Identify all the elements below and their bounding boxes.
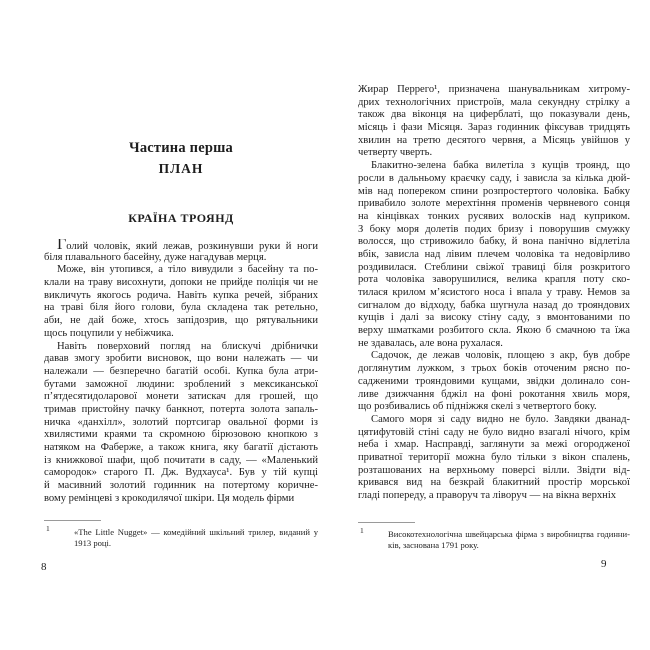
text-line: Навіть поверховий погляд на блискучі дрібнички bbox=[57, 340, 318, 352]
text-line: аби, не дай боже, хтось запідозрив, що рятувальники bbox=[44, 315, 318, 327]
text-line: мів над попереком спини розпростертого чоловіка. Бабку bbox=[358, 185, 630, 197]
paragraph bbox=[358, 84, 630, 160]
chapter-title: КРАЇНА ТРОЯНД bbox=[128, 211, 234, 225]
footnote-text bbox=[358, 525, 630, 551]
paragraph bbox=[44, 239, 318, 264]
text-line: роздивилася. Стеблини свіжої травиці біля розкритого bbox=[358, 261, 630, 273]
text-line: доглянутим лужком, з трьох боків оточеним рясно по- bbox=[358, 363, 630, 375]
footnote-separator bbox=[358, 522, 415, 523]
text-line: рота чоловіка заворушилися, велика крапля поту ско- bbox=[358, 274, 630, 286]
text-line: місяць і фази Місяця. Зараз годинник фіксував тридцять bbox=[358, 122, 630, 134]
footnote-left bbox=[44, 520, 318, 549]
text-line: ничка «данхілл», золотий портсигар овальної форми із bbox=[44, 416, 318, 428]
text-line: ків, заснована 1791 року. bbox=[388, 539, 479, 550]
footnote-text bbox=[44, 524, 318, 549]
part-subheading: ПЛАН bbox=[158, 161, 204, 176]
text-line: ливе дзижчання бджіл на фоні рокотання хвиль моря, bbox=[358, 388, 630, 400]
page-number-left: 8 bbox=[41, 561, 47, 573]
text-line: викличуть якогось родича. Навіть купка речей, зібраних bbox=[44, 289, 318, 301]
text-line: неба і хмар. Насправді, заглянути за межі огородженої bbox=[358, 439, 630, 451]
text-line: на кінцівках тонких русявих волосків над куприком. bbox=[358, 210, 630, 222]
text-line: «The Little Nugget» — комедійний шкільний трилер, виданий у bbox=[74, 527, 318, 538]
text-line: із книжкової шафи, щоб почитати в саду, — «Маленький bbox=[44, 454, 318, 466]
text-line: кущів і далі за високу стіну саду, з вмонтованими по bbox=[358, 312, 630, 324]
text-line: привабило золоте мерехтіння променів червневого сонця bbox=[358, 198, 630, 210]
text-line: росли в дальньому краєчку саду, і зависла за кілька дюй- bbox=[358, 172, 630, 184]
text-line: біля плавального басейну, дуже нагадував мерця. bbox=[44, 251, 267, 263]
paragraph bbox=[44, 264, 318, 340]
text-line: Жирар Перрего¹, призначена шанувальникам хитрому- bbox=[358, 84, 630, 95]
text-line: садженими трояндовими кущами, звідки долинало сон- bbox=[358, 375, 630, 387]
footnote-marker: 1 bbox=[360, 525, 364, 535]
page-number-right: 9 bbox=[601, 558, 607, 570]
paragraph bbox=[358, 414, 630, 503]
text-line: розташованих на верхньому поверсі вілли. Звідти від- bbox=[358, 464, 630, 476]
text-line: гладі попереду, а праворуч та ліворуч — на вікна верхніх bbox=[358, 490, 617, 501]
text-line: дрих технологічних пристроїв, мала секундну стрілку а bbox=[358, 96, 630, 108]
text-line: хвилястими краями та скромною бірюзовою кнопкою з bbox=[44, 429, 318, 441]
footnote-right bbox=[358, 522, 630, 551]
text-line: щось поцупили у небіжчика. bbox=[44, 327, 174, 339]
book-page-left bbox=[44, 140, 318, 549]
text-line: волосся, що стривожило бабку, й вона панічно відлетіла bbox=[358, 236, 630, 248]
text-line: самородок» старого П. Дж. Вудхауса¹. Був у тій купці bbox=[44, 467, 318, 479]
raised-initial: Г bbox=[57, 239, 67, 252]
text-line: натяком на Фаберже, а також книга, яку багатії дістають bbox=[44, 442, 318, 453]
paragraph bbox=[358, 350, 630, 413]
body-text-right bbox=[358, 84, 630, 503]
footnote-separator bbox=[44, 520, 101, 521]
text-line: належали — безперечно багатій особі. Купка була атри- bbox=[44, 365, 318, 377]
footnote-marker: 1 bbox=[46, 524, 50, 534]
text-line: Садочок, де лежав чоловік, площею з акр, був добре bbox=[371, 350, 630, 362]
book-page-right bbox=[358, 84, 630, 551]
text-line: тримав пристойну пачку банкнот, потерта золота запаль- bbox=[44, 403, 318, 415]
text-line: давав змогу зробити висновок, що вони належать — чи bbox=[44, 353, 318, 365]
text-line: Блакитно-зелена бабка вилетіла з кущів троянд, що bbox=[371, 160, 630, 172]
text-line: хвилин на третю десятого червня, а Місяць увійшов у bbox=[358, 134, 630, 146]
text-line: сигналом до відходу, бабка шугнула назад до трояндових bbox=[358, 299, 630, 311]
text-line: також два віконця на циферблаті, що показували день, bbox=[358, 109, 630, 121]
text-line: цятифутовій стіні саду не було видно взагалі нічого, крім bbox=[358, 426, 630, 438]
text-line: верху шматками розбитого скла. Якою б смачною та їжа bbox=[358, 325, 630, 337]
text-line: бутами заможної людини: зроблений з мексиканської bbox=[44, 378, 318, 390]
text-line: що розбивались об підніжжя скелі з четвертого боку. bbox=[358, 401, 597, 413]
text-line: З боку моря долетів подих бризу і поворушив смужку bbox=[358, 223, 630, 235]
text-line: 1913 році. bbox=[74, 538, 112, 549]
text-line: тилася крилом м’ясистого носа і впала у траву. Немов за bbox=[358, 287, 630, 298]
text-line: Може, він утопився, а тіло вивудили з басейну та по- bbox=[57, 264, 318, 276]
paragraph bbox=[358, 160, 630, 350]
body-text-left bbox=[44, 239, 318, 505]
part-heading: Частина перша bbox=[129, 140, 233, 156]
paragraph bbox=[44, 341, 318, 506]
text-line: Високотехнологічна швейцарська фірма з виробництва годинни- bbox=[388, 528, 630, 539]
text-line: не здавалась, але вона рухалася. bbox=[358, 337, 503, 349]
text-line: кривався вид на безкрай блакитний простір морської bbox=[358, 477, 630, 489]
text-line: на траві біля його голови, була складена так ретельно, bbox=[44, 302, 318, 314]
text-line: вбік, зависла над лівим плечем чоловіка та недовірливо bbox=[358, 248, 630, 260]
text-line: вому ремінцеві з крокодилячої шкіри. Ця модель фірми bbox=[44, 492, 295, 504]
text-line: п’ятдесятидоларової монети затискач для грошей, що bbox=[44, 391, 318, 403]
text-line: четверту чверть. bbox=[358, 147, 433, 159]
text-line: приватної території можна було тільки з вікон спалень, bbox=[358, 451, 630, 463]
text-line: Голий чоловік, який лежав, розкинувши руки й ноги bbox=[44, 239, 318, 252]
text-line: клали на траву висохнути, допоки не прийде поліція чи не bbox=[44, 277, 318, 289]
text-line: й масивний золотий годинник на потертому коричне- bbox=[44, 480, 318, 492]
text-line: Самого моря зі саду видно не було. Завдяки дванад- bbox=[371, 413, 630, 425]
